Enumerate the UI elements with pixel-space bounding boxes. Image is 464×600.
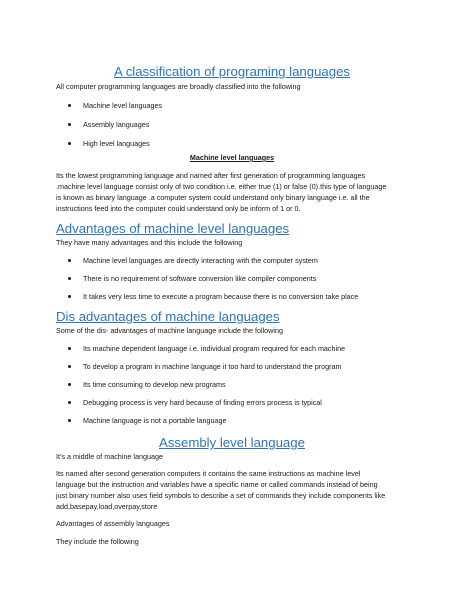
list-item: Assembly languages xyxy=(56,119,408,130)
advantages-heading: Advantages of machine level languages xyxy=(56,221,290,236)
assembly-intro: It’s a middle of machine language xyxy=(56,452,163,461)
list-item: High level languages xyxy=(56,138,408,149)
assembly-advantages-title: Advantages of assembly languages xyxy=(56,519,170,528)
paragraph-line: Its named after second generation computers it contains the same instructions as machine level xyxy=(56,469,361,478)
advantages-list xyxy=(56,255,408,302)
list-item: There is no requirement of software conversion like compiler components xyxy=(56,273,408,284)
intro-text: All computer programming languages are broadly classified into the following xyxy=(56,82,301,91)
list-item: Machine level languages xyxy=(56,100,408,111)
paragraph-line: .machine level language consist only of two condition i.e. either true (1) or false (0).this type of language xyxy=(56,182,387,191)
document-title: A classification of programing languages xyxy=(113,64,351,79)
list-item: Its time consuming to develop new programs xyxy=(56,379,408,390)
list-item: Machine level languages are directly interacting with the computer system xyxy=(56,255,408,266)
list-item: Its machine dependent language i.e. individual program required for each machine xyxy=(56,343,408,354)
list-item: Machine language is not a portable language xyxy=(56,415,408,426)
list-item: To develop a program in machine language it too hard to understand the program xyxy=(56,361,408,372)
paragraph-line: is known as binary language .a computer system could understand only binary language i.e. all the xyxy=(56,193,370,202)
assembly-include-text: They include the following xyxy=(56,537,139,546)
assembly-heading: Assembly level language xyxy=(159,435,305,450)
disadvantages-heading: Dis advantages of machine languages xyxy=(56,309,280,324)
paragraph-line: add,basepay,load,overpay,store xyxy=(56,502,158,511)
paragraph-line: just binary number also uses field symbols to describe a set of commands they include components like xyxy=(56,491,386,500)
paragraph-line: instructions feed into the computer could understand only be inform of 1 or 0. xyxy=(56,204,301,213)
assembly-paragraph xyxy=(56,468,408,512)
classification-list xyxy=(56,100,408,149)
paragraph-line: language but the instruction and variables have a specific name or called commands instead of being xyxy=(56,480,378,489)
advantages-intro: They have many advantages and this include the following xyxy=(56,238,243,247)
machine-subheading: Machine level languages xyxy=(189,153,275,162)
disadvantages-intro: Some of the dis- advantages of machine language include the following xyxy=(56,326,283,335)
paragraph-line: Its the lowest programming language and named after first generation of programming languages xyxy=(56,171,366,180)
list-item: Debugging process is very hard because of finding errors process is typical xyxy=(56,397,408,408)
list-item: It takes very less time to execute a program because there is no conversion take place xyxy=(56,291,408,302)
disadvantages-list xyxy=(56,343,408,426)
machine-paragraph xyxy=(56,170,408,214)
